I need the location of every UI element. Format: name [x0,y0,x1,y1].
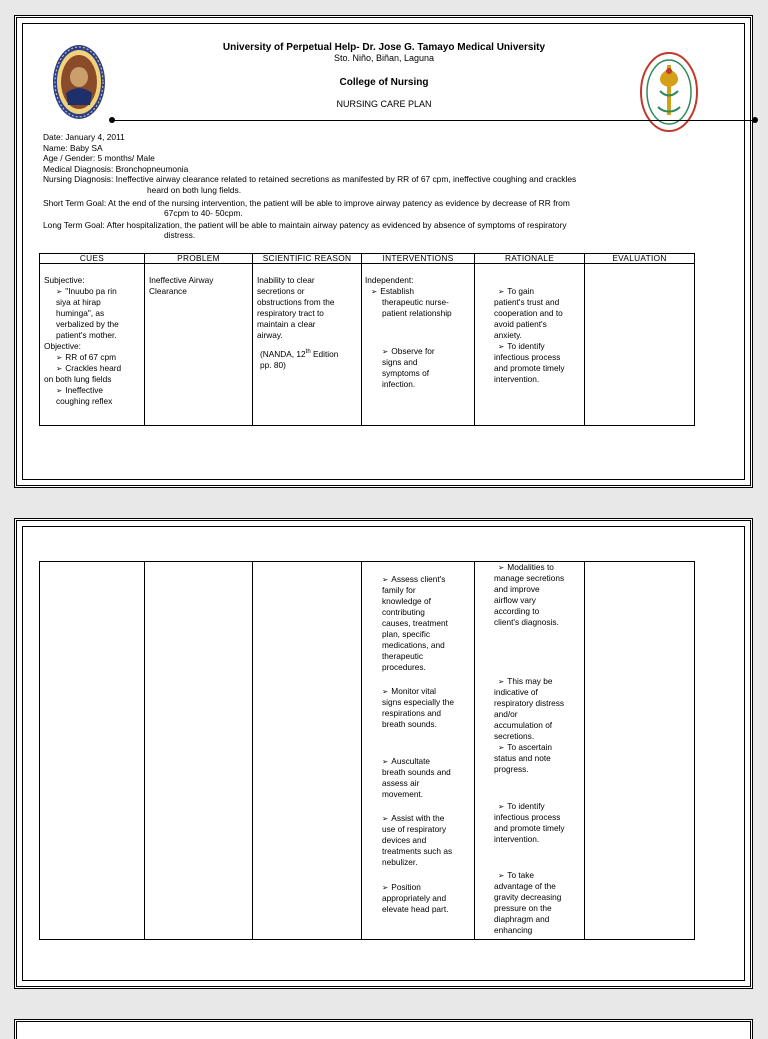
rationale-item-line: infectious process [494,352,561,362]
rationale-item-line: patient's trust and [494,297,560,307]
intervention-item-line: devices and [382,835,427,845]
reason-text: airway. [257,330,283,340]
intervention-item-line: procedures. [382,662,426,672]
subjective-quote-line: siya at hirap [56,297,101,307]
subjective-label: Subjective: [44,275,85,285]
header-cues: CUES [40,254,145,264]
reason-reference: (NANDA, 12th Edition [260,349,339,359]
rationale-cell [475,562,585,940]
rationale-item-line: client's diagnosis. [494,617,559,627]
interventions-cell [362,264,475,426]
rationale-item-line: infectious process [494,812,561,822]
rationale-item-line: and improve [494,584,540,594]
rationale-item-line: enhancing [494,925,533,935]
university-name: University of Perpetual Help- Dr. Jose G. Tamayo Medical University [222,42,546,53]
independent-label: Independent: [365,275,414,285]
intervention-item-line: appropriately and [382,893,447,903]
intervention-item-line: symptoms of [382,368,430,378]
document-page-3 [14,1019,753,1039]
intervention-item-line: movement. [382,789,424,799]
table-row [40,264,695,426]
age-gender-line: Age / Gender: 5 months/ Male [43,153,155,164]
objective-item: ➢ Crackles heard [44,363,121,374]
cues-cell [40,264,145,426]
reason-text: secretions or [257,286,305,296]
medical-diagnosis-line: Medical Diagnosis: Bronchopneumonia [43,163,189,174]
problem-text: Ineffective Airway [149,275,214,285]
rationale-item-line: status and note [494,753,551,763]
intervention-item-line: patient relationship [382,308,452,318]
college-name: College of Nursing [339,77,429,88]
intervention-item-line: medications, and [382,640,445,650]
rationale-item-line: manage secretions [494,573,565,583]
short-term-goal-line: Short Term Goal: At the end of the nursing intervention, the patient will be able to improve airway patency as evidence by decrease of RR from [43,197,570,208]
header-evaluation: EVALUATION [585,254,695,264]
table-row [40,562,695,940]
rationale-item-line: intervention. [494,374,540,384]
problem-cell [145,562,253,940]
table-header-row [40,254,695,264]
objective-item: ➢ RR of 67 cpm [44,352,121,363]
reason-text: maintain a clear [257,319,316,329]
rationale-item-line: according to [494,606,540,616]
intervention-item-line: infection. [382,379,416,389]
rationale-item-line: cooperation and to [494,308,563,318]
rationale-item: ➢ To take [494,870,561,881]
scientific-reason-cell [253,562,362,940]
short-term-goal-line-2: 67cpm to 40- 50cpm. [164,208,243,219]
intervention-item-line: knowledge of [382,596,431,606]
rationale-item-line: gravity decreasing [494,892,562,902]
reason-reference-line: pp. 80) [260,360,286,370]
intervention-item-line: signs especially the [382,697,454,707]
reason-text: respiratory tract to [257,308,324,318]
rationale-item-line: airflow vary [494,595,536,605]
intervention-item: ➢ Assist with the [382,813,452,824]
divider-dot-right [752,117,758,123]
objective-item-line: coughing reflex [56,396,113,406]
intervention-item-line: elevate head part. [382,904,449,914]
intervention-item: ➢ Auscultate [382,756,451,767]
rationale-item-line: anxiety. [494,330,522,340]
name-line: Name: Baby SA [43,142,103,153]
reason-text: Inability to clear [257,275,315,285]
objective-item: ➢ Ineffective [44,385,121,396]
rationale-item-line: accumulation of [494,720,553,730]
rationale-item-line: and promote timely [494,823,565,833]
intervention-item: ➢ Observe for [382,346,435,357]
header-divider [112,120,754,121]
reason-text: obstructions from the [257,297,335,307]
long-term-goal-line: Long Term Goal: After hospitalization, the patient will be able to maintain airway patency as evidenced by absence of symptoms of respiratory [43,219,567,230]
rationale-item-line: secretions. [494,731,535,741]
header-problem: PROBLEM [145,254,253,264]
subjective-quote: ➢ "Inuubo pa rin [44,286,121,297]
intervention-item-line: use of respiratory [382,824,447,834]
rationale-item: ➢ To identify [494,341,565,352]
rationale-item-line: pressure on the [494,903,552,913]
scientific-reason-cell [253,264,362,426]
intervention-item-line: contributing [382,607,425,617]
rationale-item-line: respiratory distress [494,698,565,708]
cues-cell [40,562,145,940]
intervention-item-line: breath sounds and [382,767,451,777]
intervention-item-line: plan, specific [382,629,430,639]
subjective-quote-line: huminga", as [56,308,105,318]
evaluation-cell [585,562,695,940]
interventions-cell [362,562,475,940]
evaluation-cell [585,264,695,426]
intervention-item-line: respirations and [382,708,442,718]
problem-text: Clearance [149,286,187,296]
intervention-item-line: treatments such as [382,846,453,856]
care-plan-table-page-2 [39,561,695,940]
intervention-item-line: therapeutic nurse- [382,297,449,307]
long-term-goal-line-2: distress. [164,230,196,241]
intervention-item-line: breath sounds. [382,719,437,729]
intervention-item: ➢ Monitor vital [382,686,454,697]
rationale-item-line: intervention. [494,834,540,844]
date-line: Date: January 4, 2011 [43,132,125,142]
rationale-item: ➢ To ascertain [494,742,564,753]
rationale-item-line: progress. [494,764,529,774]
rationale-item: ➢ This may be [494,676,564,687]
header-rationale: RATIONALE [475,254,585,264]
intervention-item-line: therapeutic [382,651,424,661]
problem-cell [145,264,253,426]
rationale-item-line: and/or [494,709,518,719]
rationale-item-line: advantage of the [494,881,556,891]
divider-dot-left [109,117,115,123]
rationale-item: ➢ To gain [494,286,565,297]
intervention-item-line: signs and [382,357,418,367]
header-interventions: INTERVENTIONS [362,254,475,264]
objective-label: Objective: [44,341,81,351]
rationale-item-line: diaphragm and [494,914,550,924]
university-location: Sto. Niño, Biñan, Laguna [333,53,435,63]
care-plan-table-page-1 [39,253,695,426]
intervention-item: ➢ Assess client's [382,574,448,585]
nursing-diagnosis-line: Nursing Diagnosis: Ineffective airway clearance related to retained secretions as manifested by RR of 67 cpm, ineffective coughing and crackles [43,174,577,185]
subjective-quote-line: verbalized by the [56,319,119,329]
rationale-item-line: avoid patient's [494,319,547,329]
document-title: NURSING CARE PLAN [336,99,432,109]
rationale-item-line: and promote timely [494,363,565,373]
rationale-cell [475,264,585,426]
intervention-item-line: assess air [382,778,420,788]
objective-item-line: on both lung fields [44,374,112,384]
intervention-item: ➢ Position [382,882,448,893]
subjective-quote-line: patient's mother. [56,330,117,340]
intervention-item-line: family for [382,585,416,595]
patient-info [43,132,683,241]
intervention-item: ➢ Establish [365,286,452,297]
rationale-item-line: indicative of [494,687,538,697]
rationale-item: ➢ Modalities to [494,562,564,573]
rationale-item: ➢ To identify [494,801,565,812]
intervention-item-line: nebulizer. [382,857,418,867]
header-scientific-reason: SCIENTIFIC REASON [253,254,362,264]
nursing-diagnosis-line-2: heard on both lung fields. [147,184,242,195]
intervention-item-line: causes, treatment [382,618,448,628]
